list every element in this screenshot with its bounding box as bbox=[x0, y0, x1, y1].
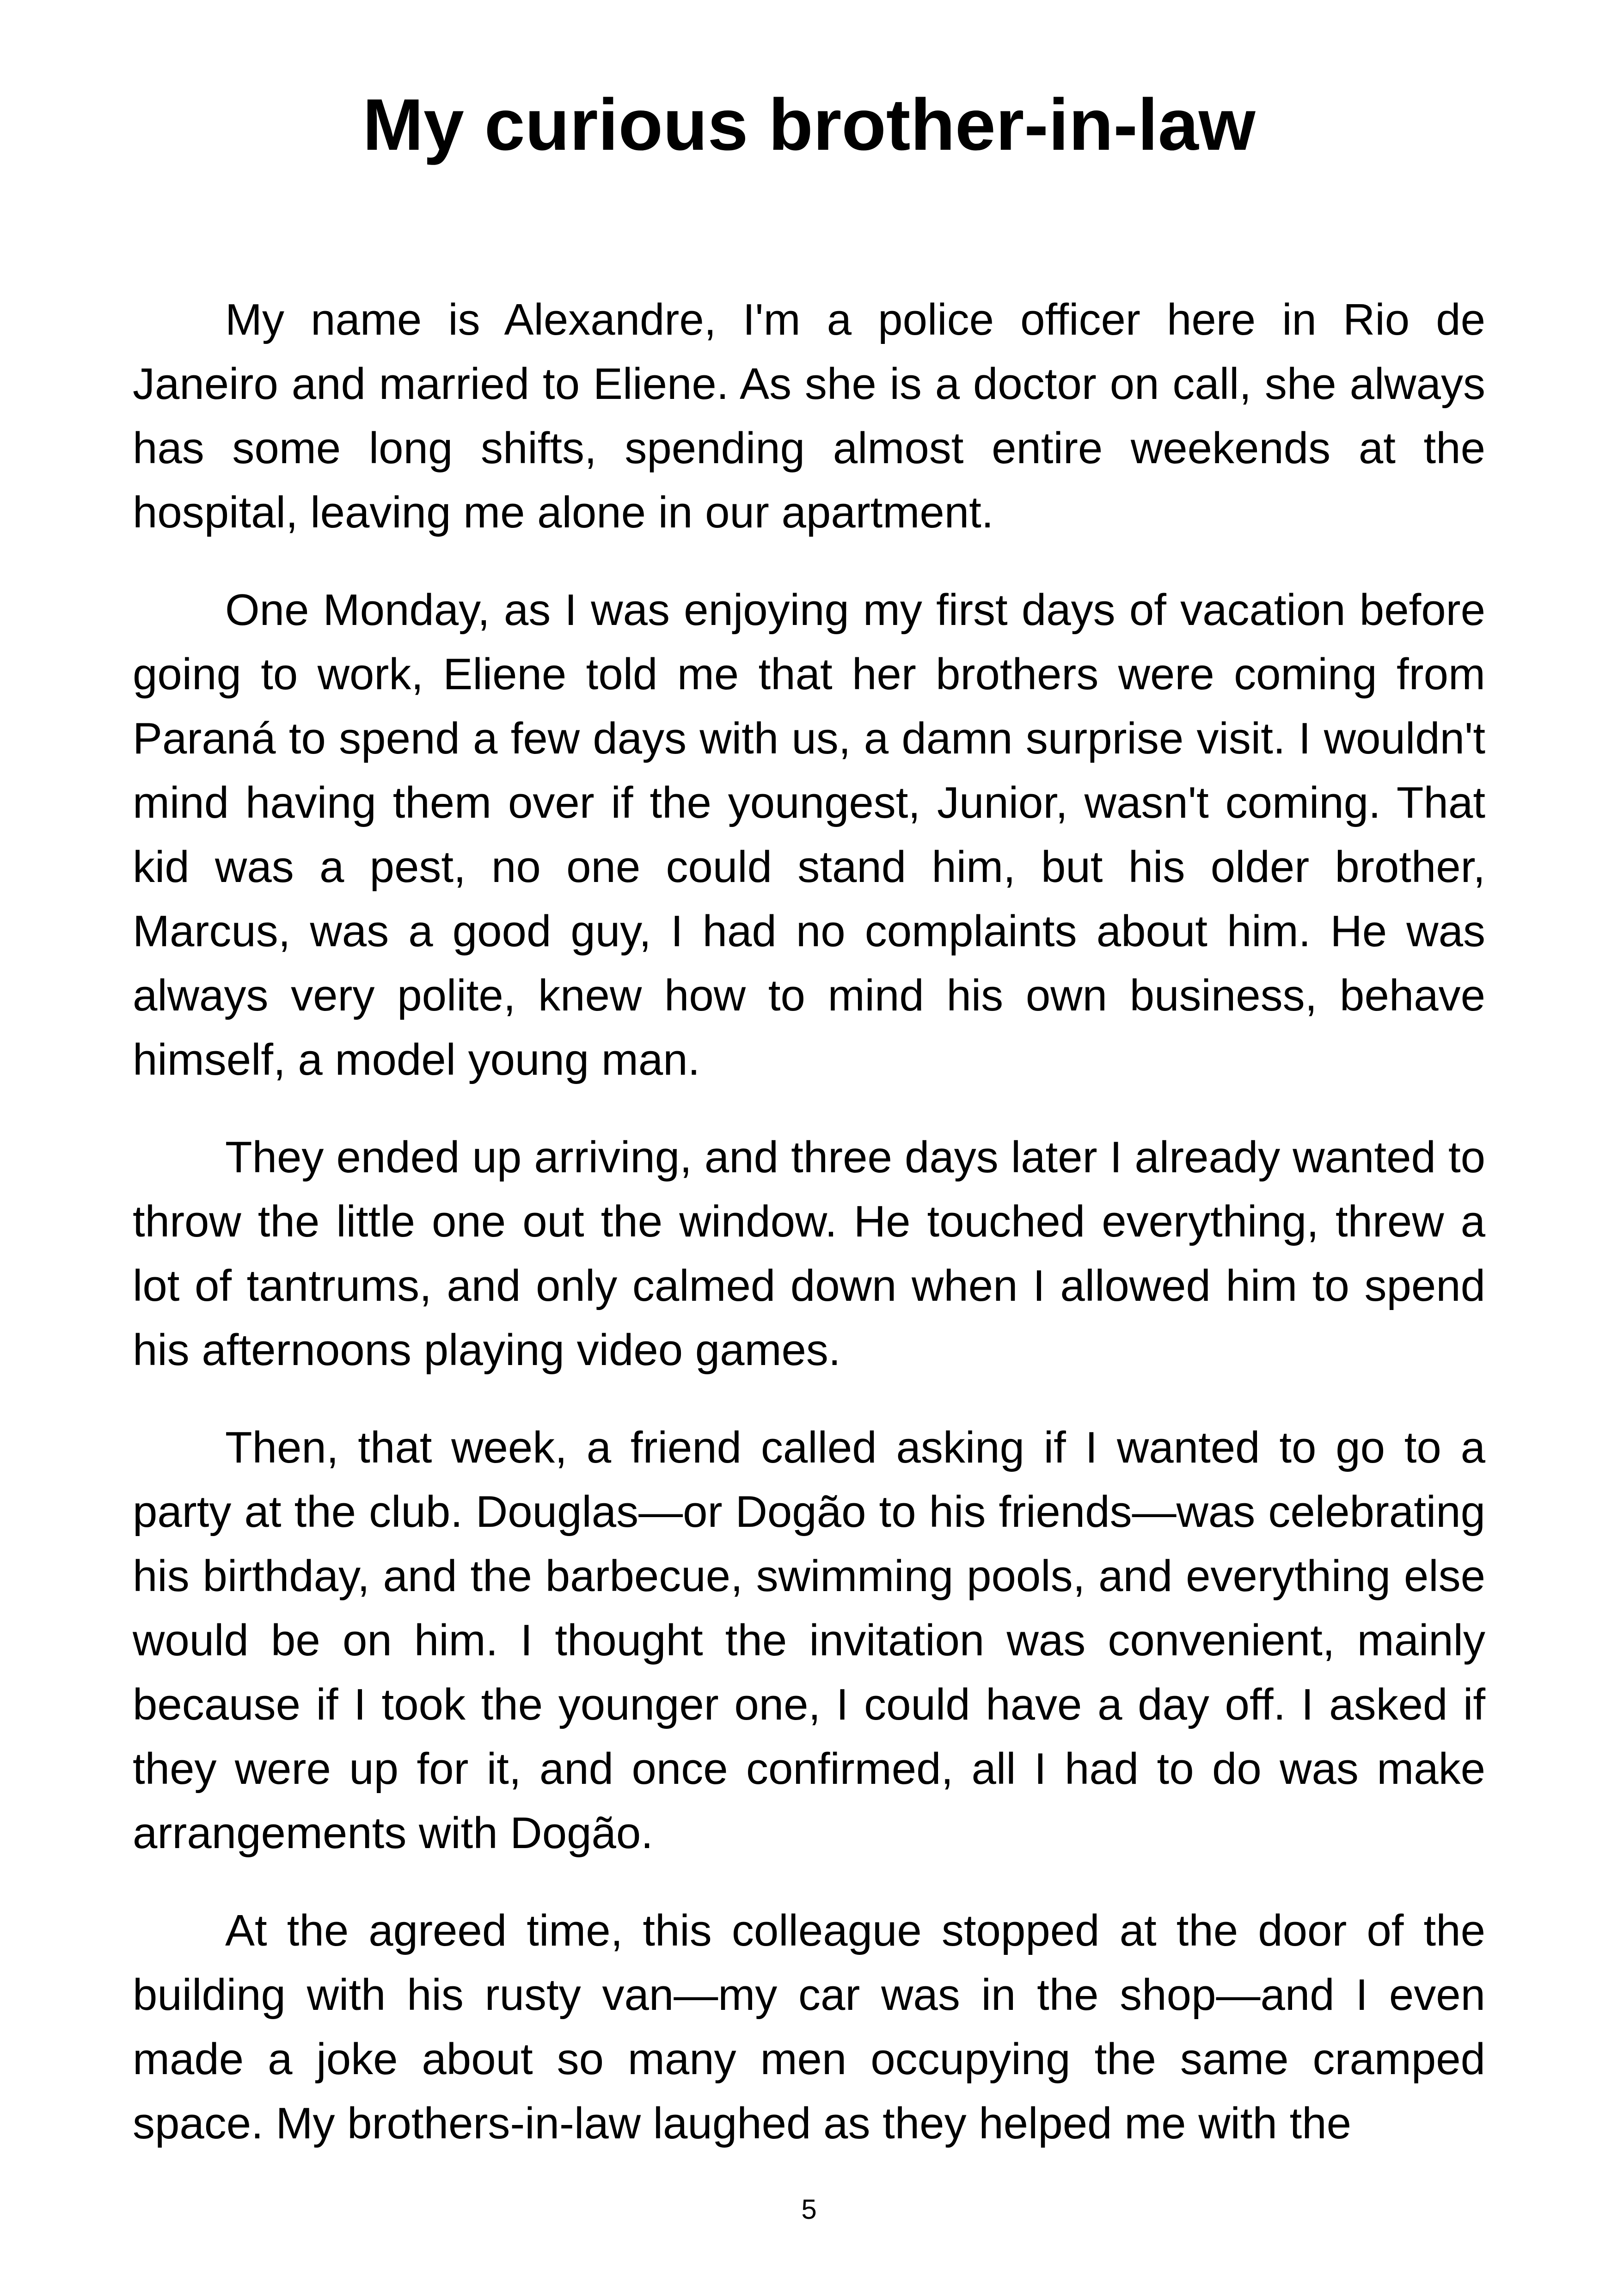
paragraph: My name is Alexandre, I'm a police officer here in Rio de Janeiro and married to Eliene. As she is a doctor on call, she always has some long shifts, spending almost entire weekends at the hospital, leaving me alone in our apartment. bbox=[133, 295, 1485, 537]
page-number: 5 bbox=[801, 2194, 817, 2225]
paragraph: One Monday, as I was enjoying my first days of vacation before going to work, Eliene told me that her brothers were coming from Paraná to spend a few days with us, a damn surprise visit. I wouldn't mind having them over if the youngest, Junior, wasn't coming. That kid was a pest, no one could stand him, but his older brother, Marcus, was a good guy, I had no complaints about him. He was always very polite, knew how to mind his own business, behave himself, a model young man. bbox=[133, 585, 1485, 1084]
chapter-body bbox=[133, 288, 1485, 2189]
paragraph: Then, that week, a friend called asking if I wanted to go to a party at the club. Douglas—or Dogão to his friends—was celebrating his birthday, and the barbecue, swimming pools, and everything else would be on him. I thought the invitation was convenient, mainly because if I took the younger one, I could have a day off. I asked if they were up for it, and once confirmed, all I had to do was make arrangements with Dogão. bbox=[133, 1423, 1485, 1858]
paragraph: At the agreed time, this colleague stopped at the door of the building with his rusty van—my car was in the shop—and I even made a joke about so many men occupying the same cramped space. My brothers-in-law laughed as they helped me with the bbox=[133, 1906, 1485, 2148]
paragraph: They ended up arriving, and three days later I already wanted to throw the little one out the window. He touched everything, threw a lot of tantrums, and only calmed down when I allowed him to spend his afternoons playing video games. bbox=[133, 1133, 1485, 1375]
chapter-title: My curious brother-in-law bbox=[362, 84, 1256, 165]
